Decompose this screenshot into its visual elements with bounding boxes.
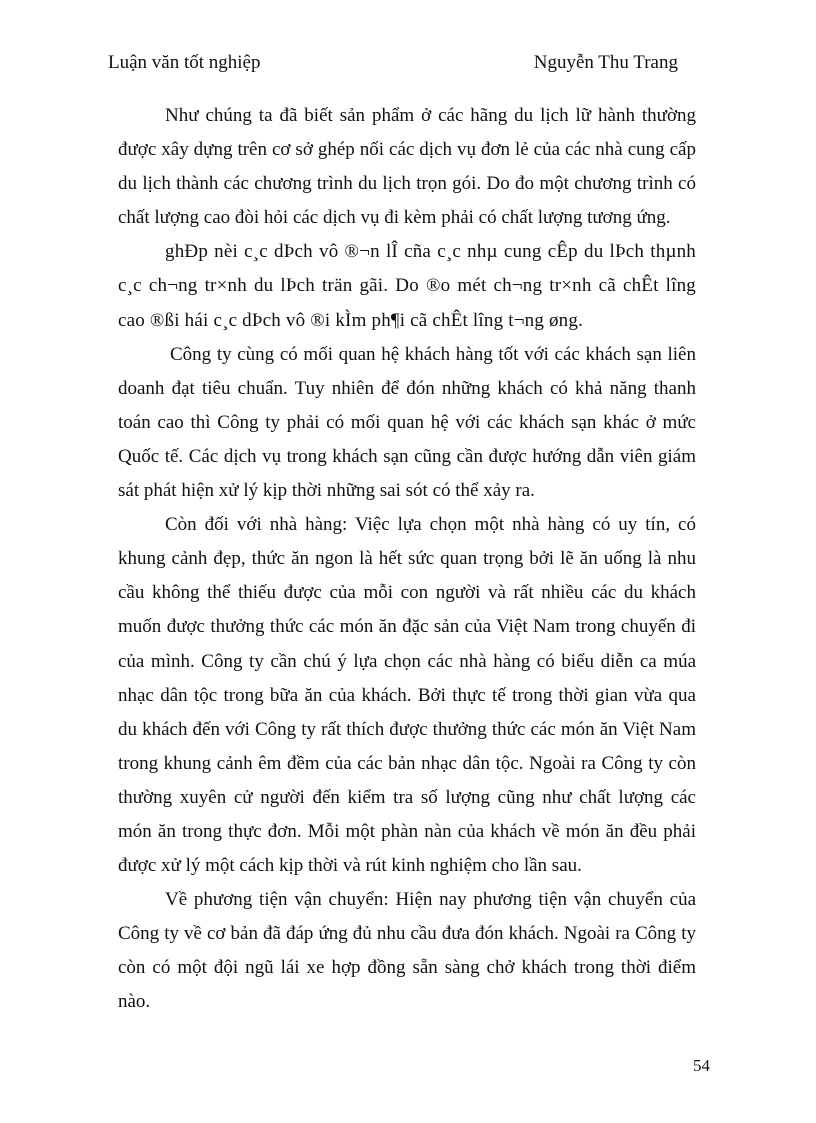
paragraph-restaurants: Còn đối với nhà hàng: Việc lựa chọn một nhà hàng có uy tín, có khung cảnh đẹp, thức ăn ngon là hết sức quan trọng bởi lẽ ăn uống là nhu cầu không thể thiếu được của mỗi con người và rất nhiều các du khách muốn được thưởng thức các món ăn đặc sản của Việt Nam trong chuyến đi của mình. Công ty cần chú ý lựa chọn các nhà hàng có biểu diễn ca múa nhạc dân tộc trong bữa ăn của khách. Bởi thực tế trong thời gian vừa qua du khách đến với Công ty rất thích được thưởng thức các món ăn Việt Nam trong khung cảnh êm đềm của các bản nhạc dân tộc. Ngoài ra Công ty còn thường xuyên cử người đến kiểm tra số lượng cũng như chất lượng các món ăn trong thực đơn. Mỗi một phàn nàn của khách về món ăn đều phải được xử lý một cách kịp thời và rút kinh nghiệm cho lần sau. <box>118 514 696 877</box>
header-author-name: Nguyễn Thu Trang <box>533 52 678 73</box>
page-header <box>108 52 678 78</box>
paragraph-legacy-encoding: ghÐp nèi c¸c dÞch vô ®¬n lÎ cña c¸c nhµ cung cÊp du lÞch thµnh c¸c ch¬ng tr×nh du lÞch trän gãi. Do ®o mét ch¬ng tr×nh cã chÊt lîng cao ®ßi hái c¸c dÞch vô ®i kÌm ph¶i cã chÊt lîng t¬ng øng. <box>118 241 696 331</box>
paragraph-transport: Về phương tiện vận chuyển: Hiện nay phương tiện vận chuyển của Công ty về cơ bản đã đáp ứng đủ nhu cầu đưa đón khách. Ngoài ra Công ty còn có một đội ngũ lái xe hợp đồng sẵn sàng chở khách trong thời điểm nào. <box>118 889 696 1013</box>
paragraph-hotels: Công ty cùng có mối quan hệ khách hàng tốt với các khách sạn liên doanh đạt tiêu chuẩn. Tuy nhiên để đón những khách có khả năng thanh toán cao thì Công ty phải có mối quan hệ với các khách sạn khác ở mức Quốc tế. Các dịch vụ trong khách sạn cũng cần được hướng dẫn viên giám sát phát hiện xử lý kịp thời những sai sót có thể xảy ra. <box>118 343 696 502</box>
header-thesis-label: Luận văn tốt nghiệp <box>108 52 261 73</box>
paragraph-products: Như chúng ta đã biết sản phẩm ở các hãng du lịch lữ hành thường được xây dựng trên cơ sở ghép nối các dịch vụ đơn lẻ của các nhà cung cấp du lịch thành các chương trình du lịch trọn gói. Do đo một chương trình có chất lượng cao đòi hỏi các dịch vụ đi kèm phải có chất lượng tương ứng. <box>118 105 696 229</box>
page-number: 54 <box>693 1056 710 1075</box>
document-body <box>118 99 696 1020</box>
